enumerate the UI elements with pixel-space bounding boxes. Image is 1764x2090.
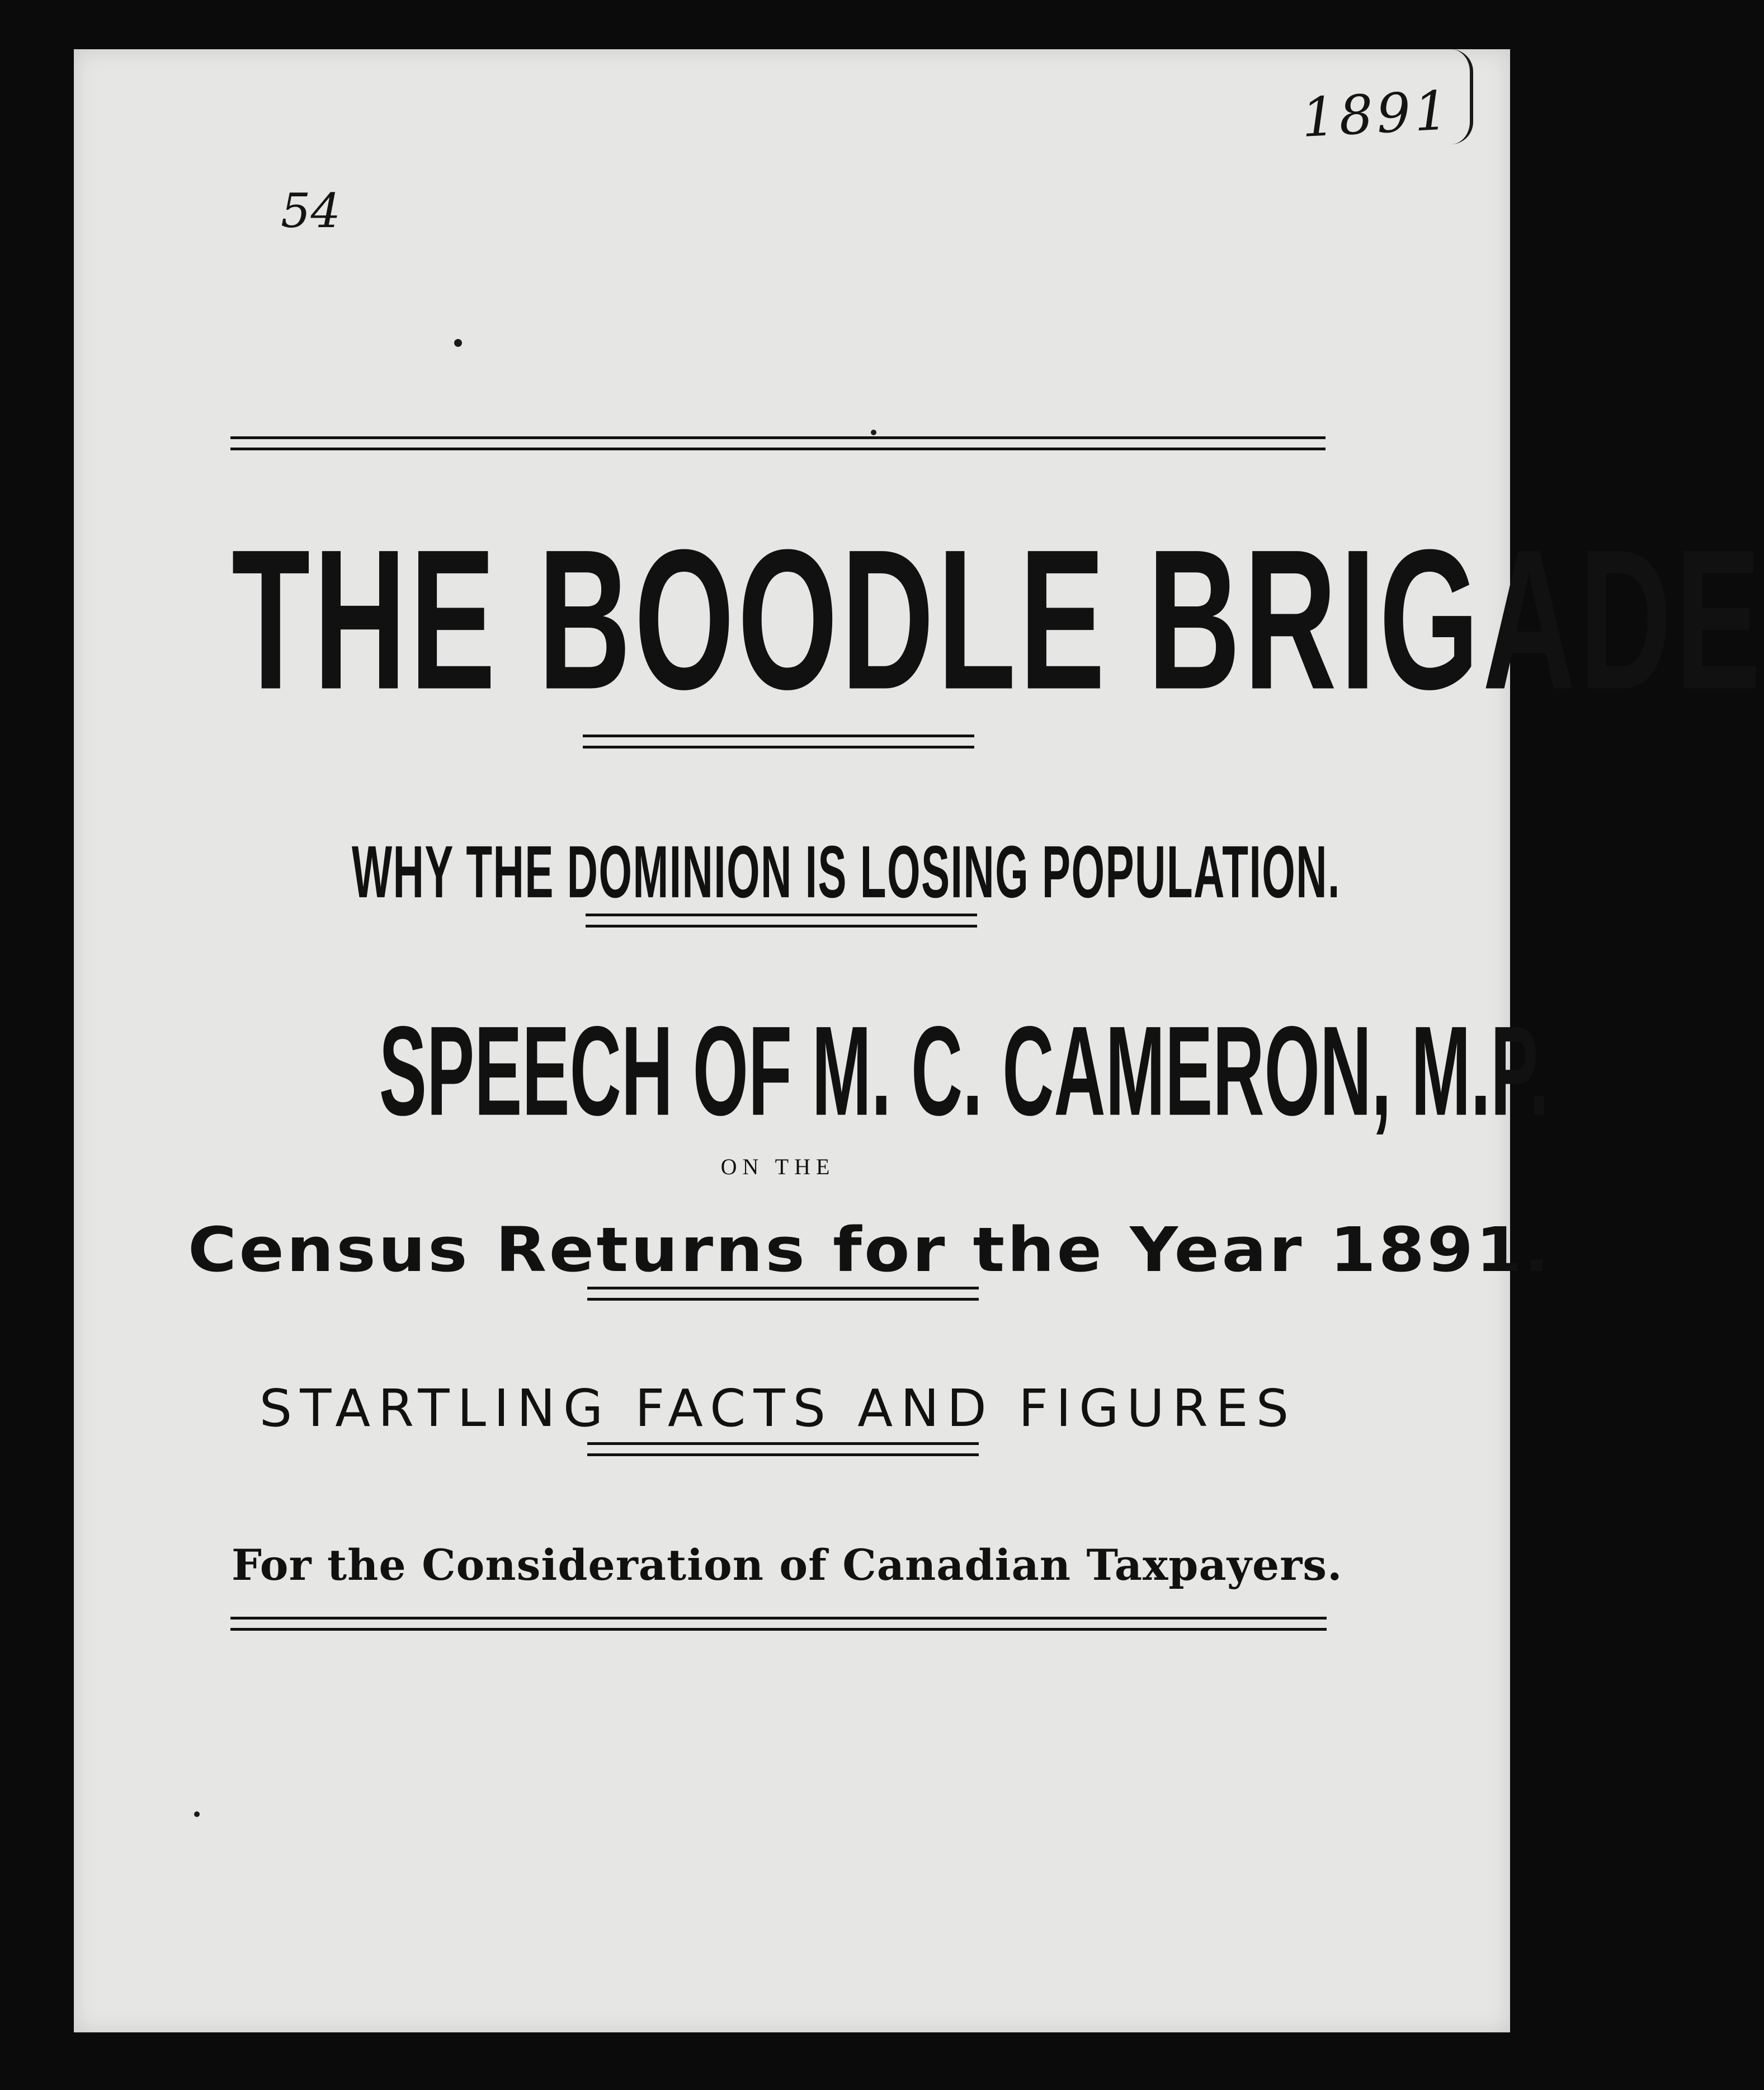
ink-speck [454,339,462,347]
divider-rule [583,735,974,737]
handwritten-bracket-mark [1449,49,1473,144]
pamphlet-subtitle: WHY THE DOMINION IS LOSING POPULATION. [351,830,1341,914]
divider-rule [587,1287,979,1289]
divider-rule [587,1442,979,1445]
pamphlet-title: THE BOODLE BRIGADE [232,508,1764,731]
handwritten-year: 1891 [1300,79,1454,149]
top-double-rule [230,436,1326,439]
pamphlet-cover [74,49,1764,2032]
divider-rule [586,914,977,916]
census-returns-heading: Census Returns for the Year 1891. [187,1214,1552,1286]
speech-heading: SPEECH OF M. C. CAMERON, M.P. [379,1000,1549,1143]
on-the-text: ON THE [720,1154,836,1179]
ink-speck [871,430,876,435]
ink-speck [194,1811,200,1817]
consideration-line: For the Consideration of Canadian Taxpayers. [232,1540,1343,1590]
bottom-double-rule [230,1617,1327,1620]
handwritten-number: 54 [281,183,341,238]
startling-facts-heading: STARTLING FACTS AND FIGURES [259,1378,1297,1438]
